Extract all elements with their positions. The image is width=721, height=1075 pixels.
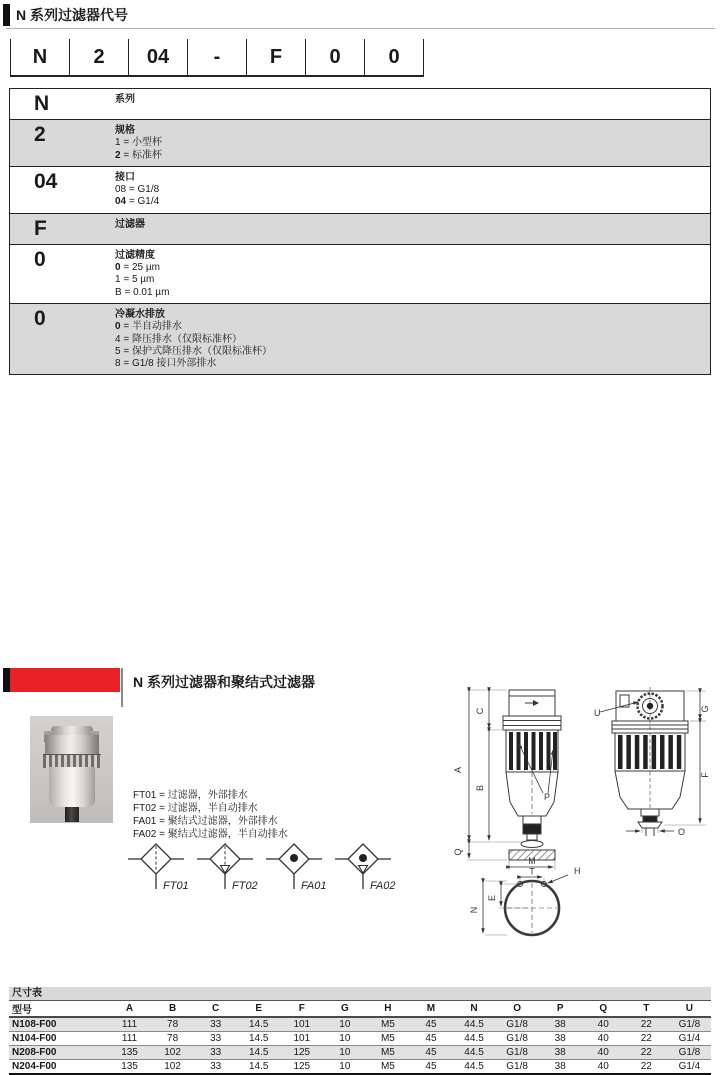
dim-value: G1/4 xyxy=(678,1033,701,1044)
dim-value: M5 xyxy=(380,1019,395,1030)
option-key: 0 xyxy=(115,321,121,333)
dim-label-o: O xyxy=(678,827,686,837)
dimensions-header-row xyxy=(9,1001,711,1017)
dim-column-header-B: B xyxy=(168,1003,177,1014)
dim-value: 125 xyxy=(293,1061,311,1072)
code-row-3 xyxy=(10,213,710,244)
dim-value: 45 xyxy=(425,1019,437,1030)
dim-table-row-n104-f00 xyxy=(9,1032,711,1046)
code-row-1 xyxy=(10,119,710,166)
option-key: 5 xyxy=(115,345,121,357)
dim-column-header-Q: Q xyxy=(599,1003,608,1014)
code-category-label: 过滤精度 xyxy=(115,249,155,261)
dim-column-header-O: O xyxy=(513,1003,521,1014)
code-value: N xyxy=(34,92,50,115)
dim-value: 33 xyxy=(210,1033,222,1044)
code-option: 2 = 标准杯 xyxy=(115,149,162,161)
model-number: N104-F00 xyxy=(12,1033,57,1044)
variant-line-ft02: FT02 = 过滤器，半自动排水 xyxy=(133,803,258,814)
dim-value: 45 xyxy=(425,1047,437,1058)
side-view xyxy=(612,687,688,836)
dim-column-header-A: A xyxy=(125,1003,134,1014)
dim-value: 22 xyxy=(640,1033,652,1044)
order-code-boxes xyxy=(10,39,424,77)
filter-drain-stem xyxy=(65,807,79,822)
filter-cap-top xyxy=(51,726,93,735)
dim-table-row-n208-f00 xyxy=(9,1046,711,1060)
dim-column-header-C: C xyxy=(212,1003,220,1014)
dim-label-h: H xyxy=(574,866,581,876)
dim-value: 33 xyxy=(210,1061,222,1072)
symbol-label: FT01 xyxy=(163,880,189,892)
order-code-cell-0: N xyxy=(10,39,69,75)
pneumatic-symbol-ft02 xyxy=(195,839,261,893)
dim-value: 40 xyxy=(597,1019,609,1030)
code-option: 4 = 降压排水（仅限标准杯） xyxy=(115,333,242,345)
section-red-banner xyxy=(10,668,120,692)
dim-value: 40 xyxy=(597,1033,609,1044)
pneumatic-symbol-fa02 xyxy=(333,839,399,893)
dim-value: G1/4 xyxy=(678,1061,701,1072)
code-option: B = 0.01 µm xyxy=(115,286,170,298)
dim-label-q: Q xyxy=(453,848,463,856)
symbol-label: FA01 xyxy=(301,880,327,892)
dim-column-header-N: N xyxy=(470,1003,478,1014)
dim-column-header-P: P xyxy=(556,1003,564,1014)
code-option: 1 = 小型杯 xyxy=(115,137,162,149)
dim-value: 14.5 xyxy=(248,1061,269,1072)
dim-value: 111 xyxy=(121,1033,138,1044)
product-photo xyxy=(30,716,113,823)
code-option: 1 = 5 µm xyxy=(115,274,155,286)
dim-value: 10 xyxy=(339,1061,351,1072)
code-description xyxy=(115,307,272,370)
dim-label-g: G xyxy=(700,705,710,713)
code-category-label: 接口 xyxy=(115,171,135,183)
dim-value: 40 xyxy=(597,1061,609,1072)
code-option: 0 = 半自动排水 xyxy=(115,321,182,333)
dim-label-u: U xyxy=(594,708,601,718)
order-code-cell-6: 0 xyxy=(364,39,424,75)
section-divider-line xyxy=(121,668,123,707)
dim-value: 101 xyxy=(293,1019,311,1030)
dimension-drawing-front-and-bottom xyxy=(447,682,597,937)
option-key: 04 xyxy=(115,196,127,208)
filter-bowl xyxy=(49,767,95,807)
code-option: 0 = 25 µm xyxy=(115,262,160,274)
dim-label-n: N xyxy=(469,906,479,914)
dim-value: 135 xyxy=(121,1061,138,1072)
dim-value: 38 xyxy=(554,1047,566,1058)
filter-collar xyxy=(43,754,101,768)
variant-line-ft01: FT01 = 过滤器，外部排水 xyxy=(133,790,248,801)
dim-value: 102 xyxy=(164,1047,181,1058)
dimension-drawing-side xyxy=(588,685,720,837)
dim-column-header-型号: 型号 xyxy=(12,1005,32,1016)
option-key: 2 xyxy=(115,149,121,161)
code-value: 0 xyxy=(34,247,46,271)
dim-value: 78 xyxy=(167,1019,179,1030)
dim-column-header-E: E xyxy=(255,1003,263,1014)
option-key: 08 xyxy=(115,184,127,196)
dim-value: G1/8 xyxy=(678,1047,701,1058)
dim-label-m: M xyxy=(528,856,536,866)
option-key: 1 xyxy=(115,137,121,149)
dim-value: M5 xyxy=(380,1033,395,1044)
code-description xyxy=(115,170,159,209)
dim-value: G1/8 xyxy=(506,1033,528,1044)
dim-value: 44.5 xyxy=(464,1047,484,1058)
section-accent-bar xyxy=(3,668,10,692)
option-key: 0 xyxy=(115,262,121,274)
pneumatic-symbols xyxy=(126,839,399,893)
dim-label-f: F xyxy=(700,772,710,778)
dim-table-row-n108-f00 xyxy=(9,1017,711,1032)
dim-label-t: T xyxy=(529,866,535,877)
dim-value: 14.5 xyxy=(248,1033,269,1044)
dim-value: 22 xyxy=(640,1019,652,1030)
dim-column-header-G: G xyxy=(340,1003,349,1014)
dim-value: 38 xyxy=(554,1019,566,1030)
order-code-cell-5: 0 xyxy=(305,39,364,75)
dim-column-header-U: U xyxy=(685,1003,694,1014)
pneumatic-symbol-fa01 xyxy=(264,839,330,893)
code-option: 5 = 保护式降压排水（仅限标准杯） xyxy=(115,345,272,357)
section-title: N 系列过滤器和聚结式过滤器 xyxy=(133,674,315,690)
order-code-cell-4: F xyxy=(246,39,305,75)
code-value: 04 xyxy=(34,169,58,193)
dim-label-b: B xyxy=(475,784,485,792)
dim-value: M5 xyxy=(380,1047,395,1058)
code-category-label: 过滤器 xyxy=(115,218,145,230)
code-row-4 xyxy=(10,244,710,303)
variant-line-fa01: FA01 = 聚结式过滤器，外部排水 xyxy=(133,816,278,827)
dimensions-table xyxy=(9,1001,711,1073)
dim-column-header-F: F xyxy=(298,1003,305,1014)
dim-value: G1/8 xyxy=(678,1019,701,1030)
code-option: 8 = G1/8 接口外部排水 xyxy=(115,358,217,370)
code-row-5 xyxy=(10,303,710,374)
dim-value: 125 xyxy=(293,1047,311,1058)
dim-value: 44.5 xyxy=(464,1019,484,1030)
dim-value: 10 xyxy=(339,1019,351,1030)
option-key: B xyxy=(115,286,122,298)
code-value: F xyxy=(34,216,47,240)
code-category-label: 系列 xyxy=(115,94,135,105)
dimensions-block xyxy=(9,987,711,1075)
dimension-lines xyxy=(469,692,568,933)
title-accent-bar xyxy=(3,4,10,26)
dim-value: 14.5 xyxy=(248,1047,269,1058)
dim-value: G1/8 xyxy=(506,1047,528,1058)
dim-value: G1/8 xyxy=(506,1019,528,1030)
model-number: N204-F00 xyxy=(12,1061,57,1072)
dim-value: M5 xyxy=(380,1061,395,1072)
dim-value: 44.5 xyxy=(464,1033,484,1044)
dim-value: 14.5 xyxy=(248,1019,269,1030)
dim-column-header-M: M xyxy=(426,1003,436,1014)
code-value: 2 xyxy=(34,123,46,146)
dim-value: 111 xyxy=(121,1019,138,1030)
dim-value: 22 xyxy=(640,1047,652,1058)
code-description xyxy=(115,217,145,240)
dim-table-row-n204-f00 xyxy=(9,1060,711,1074)
code-category-label: 规格 xyxy=(115,125,135,136)
model-number: N108-F00 xyxy=(12,1019,57,1030)
variant-line-fa02: FA02 = 聚结式过滤器，半自动排水 xyxy=(133,829,288,840)
code-explanation-table xyxy=(9,88,711,375)
code-description xyxy=(115,248,169,299)
pneumatic-symbol-ft01 xyxy=(126,839,192,893)
code-row-0 xyxy=(10,89,710,119)
code-row-2 xyxy=(10,166,710,213)
dim-label-p: P xyxy=(543,792,551,802)
dim-label-e: E xyxy=(487,894,497,902)
code-description xyxy=(115,92,135,115)
symbol-label: FA02 xyxy=(370,880,396,892)
option-key: 4 xyxy=(115,333,121,345)
dim-label-a: A xyxy=(453,766,463,774)
dim-value: 10 xyxy=(339,1033,351,1044)
code-option: 08 = G1/8 xyxy=(115,184,160,196)
dim-column-header-H: H xyxy=(384,1003,392,1014)
dim-value: 40 xyxy=(597,1047,609,1058)
dim-value: 102 xyxy=(164,1061,181,1072)
dim-label-c: C xyxy=(475,707,485,715)
page-title: N 系列过滤器代号 xyxy=(16,7,128,23)
code-description xyxy=(115,123,162,162)
dim-value: 135 xyxy=(121,1047,138,1058)
dim-value: 45 xyxy=(425,1033,437,1044)
dim-value: 101 xyxy=(293,1033,311,1044)
dim-value: 33 xyxy=(210,1047,222,1058)
dim-value: G1/8 xyxy=(506,1061,528,1072)
dim-value: 78 xyxy=(167,1033,179,1044)
dim-value: 10 xyxy=(339,1047,351,1058)
page-title-bar xyxy=(3,4,128,26)
extension-lines xyxy=(467,690,555,935)
variant-list xyxy=(133,789,288,841)
order-code-cell-1: 2 xyxy=(69,39,128,75)
option-key: 8 xyxy=(115,358,121,370)
extension-lines-side xyxy=(642,691,706,833)
dim-value: 33 xyxy=(210,1019,222,1030)
order-code-cell-3: - xyxy=(187,39,246,75)
dim-column-header-T: T xyxy=(643,1003,650,1014)
front-view xyxy=(503,690,561,860)
dim-value: 38 xyxy=(554,1033,566,1044)
dim-value: 44.5 xyxy=(464,1061,484,1072)
model-number: N208-F00 xyxy=(12,1047,57,1058)
code-option: 04 = G1/4 xyxy=(115,196,160,208)
code-category-label: 冷凝水排放 xyxy=(115,308,165,320)
order-code-cell-2: 04 xyxy=(128,39,187,75)
filter-cap-body xyxy=(45,735,99,754)
dim-value: 38 xyxy=(554,1061,566,1072)
title-divider xyxy=(6,28,715,29)
dimensions-table-title: 尺寸表 xyxy=(9,987,711,1001)
dim-value: 22 xyxy=(640,1061,652,1072)
symbol-label: FT02 xyxy=(232,880,258,892)
dim-value: 45 xyxy=(425,1061,437,1072)
code-value: 0 xyxy=(34,306,46,330)
option-key: 1 xyxy=(115,274,121,286)
